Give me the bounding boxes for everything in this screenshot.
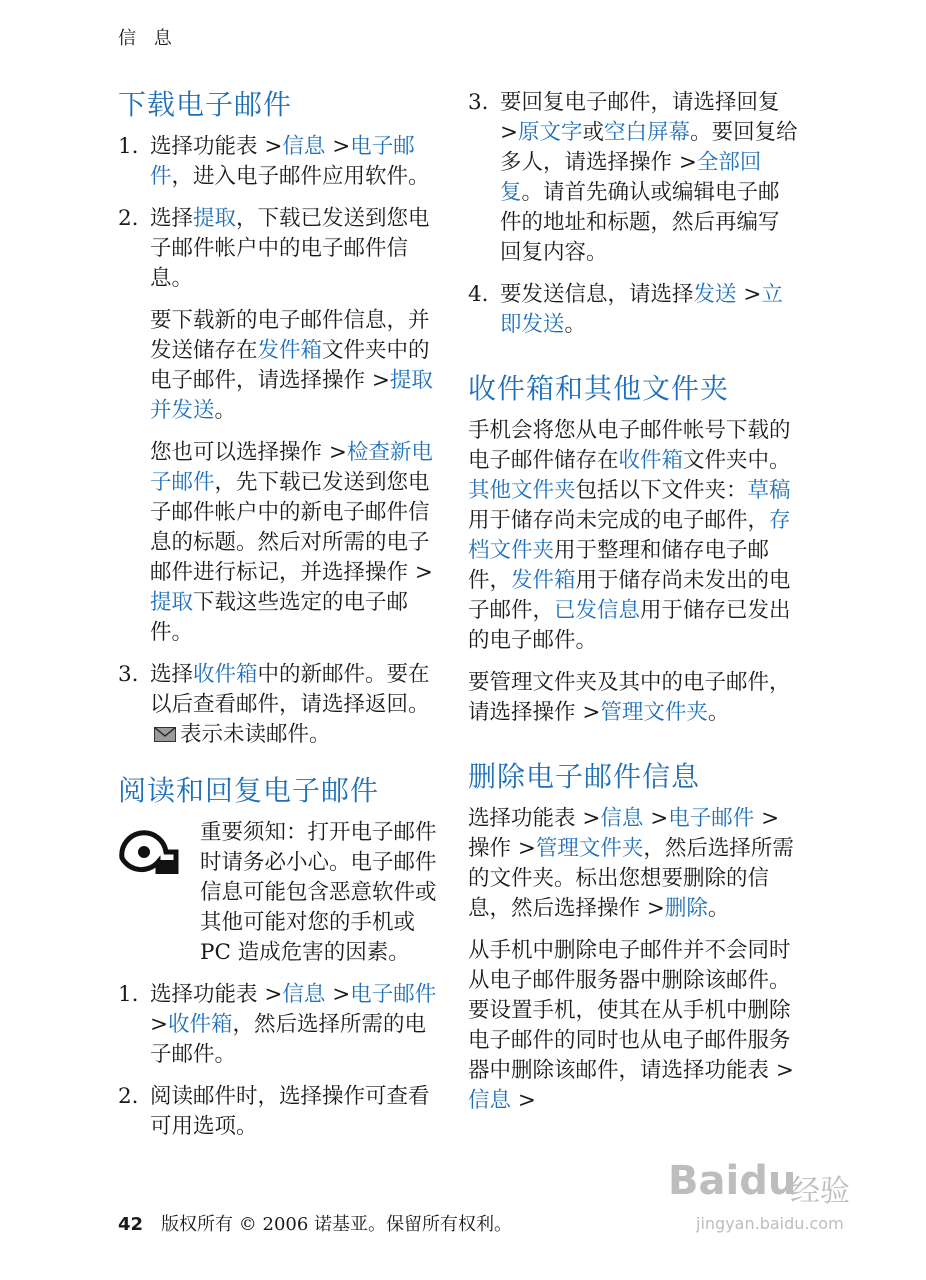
menu-ref: 收件箱: [168, 1012, 233, 1037]
sep: >: [769, 1058, 794, 1083]
menu-ref: 提取并发送: [150, 368, 433, 423]
text: 可查看可用选项。: [150, 1084, 430, 1139]
menu-ref: 原文字: [518, 120, 583, 145]
paragraph: [468, 936, 798, 1116]
text: 选择: [150, 134, 194, 159]
sep: >: [643, 806, 669, 831]
menu-ref: 提取: [193, 206, 237, 231]
text: 要管理文件夹及其中的电子邮件，请选择: [468, 670, 791, 725]
sep: >: [500, 120, 519, 145]
sep: >: [575, 806, 601, 831]
menu-ref: 其他文件夹: [468, 478, 576, 503]
menu-ref: 发送: [693, 282, 737, 307]
text: 表示未读邮件。: [180, 722, 331, 747]
list-item: [118, 980, 446, 1070]
text: 。: [408, 692, 430, 717]
text: 。: [564, 312, 587, 337]
watermark-logo: Baidu: [668, 1158, 797, 1204]
text: 文件夹中。: [683, 448, 791, 473]
text: ，下载已发送到您电子邮件帐户中的电子邮件信息。: [150, 206, 430, 291]
note-label: 重要须知：: [200, 820, 308, 845]
text: 用于储存尚未发出的电子邮件，: [468, 568, 791, 623]
menu-ref: 已发信息: [554, 598, 641, 623]
menu-ref: 操作: [532, 700, 576, 725]
watermark-label: 经验: [790, 1174, 850, 1209]
item-number: 3.: [118, 662, 139, 687]
sep: >: [257, 134, 283, 159]
menu-ref: 空白屏幕: [604, 120, 691, 145]
text: ，先下载已发送到您电子邮件帐户中的新电子邮件信息的标题。然后对所需的电子邮件进行标记，并选择: [150, 470, 430, 585]
menu-ref: 管理文件夹: [600, 700, 708, 725]
text: 选择: [150, 982, 194, 1007]
menu-ref: 删除: [664, 896, 708, 921]
sep: >: [150, 1012, 169, 1037]
text: 中的新邮件。要在以后查看邮件，请选择: [150, 662, 430, 717]
section-title-download: 下载电子邮件: [118, 88, 293, 121]
sep: >: [408, 560, 433, 585]
text: 手机会将您从电子邮件帐号下载的电子邮件储存在: [468, 418, 791, 473]
right-column: [468, 86, 798, 1128]
text: ，进入电子邮件应用软件。: [171, 164, 430, 189]
menu-ref: 发件箱: [511, 568, 576, 593]
item-number: 1.: [118, 982, 139, 1007]
text: 选择: [150, 662, 194, 687]
menu-ref: 功能表: [193, 134, 258, 159]
text: 您也可以选择: [150, 440, 280, 465]
item-number: 2.: [118, 1084, 139, 1109]
text: 要回复电子邮件，请选择: [500, 90, 737, 115]
menu-ref: 功能表: [511, 806, 576, 831]
watermark-url: jingyan.baidu.com: [696, 1214, 844, 1233]
menu-ref: 立即发送: [500, 282, 783, 337]
menu-ref: 信息: [282, 134, 326, 159]
text: 要下载新的电子邮件信息，并发送储存在: [150, 308, 430, 363]
text: 阅读邮件时，选择: [150, 1084, 323, 1109]
list-item: [118, 132, 446, 192]
text: 或: [582, 120, 605, 145]
menu-ref: 信息: [282, 982, 326, 1007]
paragraph: [468, 668, 798, 728]
menu-ref: 操作: [365, 560, 409, 585]
menu-ref: 信息: [468, 1088, 512, 1113]
sep: >: [575, 700, 601, 725]
text: 包括以下文件夹：: [575, 478, 748, 503]
menu-ref: 全部回复: [500, 150, 762, 205]
list-item: [118, 204, 446, 294]
text: ，然后选择所需的电子邮件。: [150, 1012, 427, 1067]
menu-ref: 操作: [322, 368, 366, 393]
text: ，然后选择所需的文件夹。标出您想要删除的信息，然后选择: [468, 836, 794, 921]
item-number: 1.: [118, 134, 139, 159]
list-item: [118, 660, 446, 750]
menu-ref: 收件箱: [618, 448, 684, 473]
paragraph: [468, 804, 798, 924]
text: 用于储存尚未完成的电子邮件，: [468, 508, 770, 533]
note-text: 打开电子邮件时请务必小心。电子邮件信息可能包含恶意软件或其他可能对您的手机或 PC 造成危害的因素。: [200, 820, 437, 965]
important-note-icon: [118, 828, 180, 874]
text: 选择: [150, 206, 194, 231]
menu-ref: 信息: [600, 806, 644, 831]
menu-ref: 功能表: [193, 982, 258, 1007]
menu-ref: 回复: [736, 90, 780, 115]
important-note: [118, 818, 446, 968]
section-title-delete: 删除电子邮件信息: [468, 760, 701, 793]
left-column: [118, 86, 446, 1154]
sep: >: [257, 982, 283, 1007]
paragraph: [118, 306, 446, 426]
menu-ref: 电子邮件: [350, 982, 437, 1007]
list-item: [468, 280, 798, 340]
text: 。要回复给多人，请选择: [500, 120, 798, 175]
unread-mail-icon: [154, 727, 176, 742]
text: 。请首先确认或编辑电子邮件的地址和标题，然后再编写回复内容。: [500, 180, 780, 265]
paragraph: [468, 416, 798, 656]
text: 要发送信息，请选择: [500, 282, 694, 307]
sep: >: [736, 282, 762, 307]
menu-ref: 功能表: [704, 1058, 770, 1083]
text: 文件夹中的电子邮件，请选择: [150, 338, 430, 393]
text: 用于整理和储存电子邮件，: [468, 538, 770, 593]
menu-ref: 操作: [322, 1084, 366, 1109]
sep: >: [672, 150, 697, 175]
item-number: 2.: [118, 206, 139, 231]
text: 从手机中删除电子邮件并不会同时从电子邮件服务器中删除该邮件。要设置手机，使其在从手机中删除电子邮件的同时也从电子邮件服务器中删除该邮件，请选择: [468, 938, 791, 1083]
menu-ref: 电子邮件: [150, 134, 415, 189]
text: 用于储存已发出的电子邮件。: [468, 598, 791, 653]
sep: >: [322, 440, 347, 465]
watermark: [640, 1158, 890, 1248]
text: 选择: [468, 806, 512, 831]
menu-ref: 返回: [365, 692, 409, 717]
list-item: [118, 1082, 446, 1142]
running-header: 信 息: [118, 28, 178, 49]
menu-ref: 操作: [468, 836, 512, 861]
list-item: [468, 88, 798, 268]
paragraph: [118, 438, 446, 648]
menu-ref: 检查新电子邮件: [150, 440, 433, 495]
menu-ref: 草稿: [747, 478, 791, 503]
menu-ref: 提取: [150, 590, 194, 615]
menu-ref: 存档文件夹: [468, 508, 791, 563]
text: 下载这些选定的电子邮件。: [150, 590, 409, 645]
page-footer: [118, 1210, 512, 1236]
menu-ref: 操作: [629, 150, 673, 175]
menu-ref: 电子邮件: [668, 806, 755, 831]
sep: >: [365, 368, 390, 393]
sep: >: [511, 836, 536, 861]
menu-ref: 管理文件夹: [535, 836, 644, 861]
text: 。: [707, 700, 730, 725]
item-number: 4.: [468, 282, 489, 307]
text: 。: [707, 896, 730, 921]
menu-ref: 操作: [597, 896, 641, 921]
sep: >: [325, 982, 351, 1007]
menu-ref: 发件箱: [257, 338, 323, 363]
section-title-read-reply: 阅读和回复电子邮件: [118, 774, 380, 807]
sep: >: [325, 134, 351, 159]
section-title-folders: 收件箱和其他文件夹: [468, 372, 730, 405]
item-number: 3.: [468, 90, 489, 115]
page-number: 42: [118, 1214, 144, 1235]
sep: >: [754, 806, 780, 831]
text: 。: [214, 398, 237, 423]
sep: >: [511, 1088, 536, 1113]
menu-ref: 收件箱: [193, 662, 258, 687]
copyright: 版权所有 © 2006 诺基亚。保留所有权利。: [161, 1214, 513, 1235]
sep: >: [640, 896, 665, 921]
menu-ref: 操作: [279, 440, 323, 465]
